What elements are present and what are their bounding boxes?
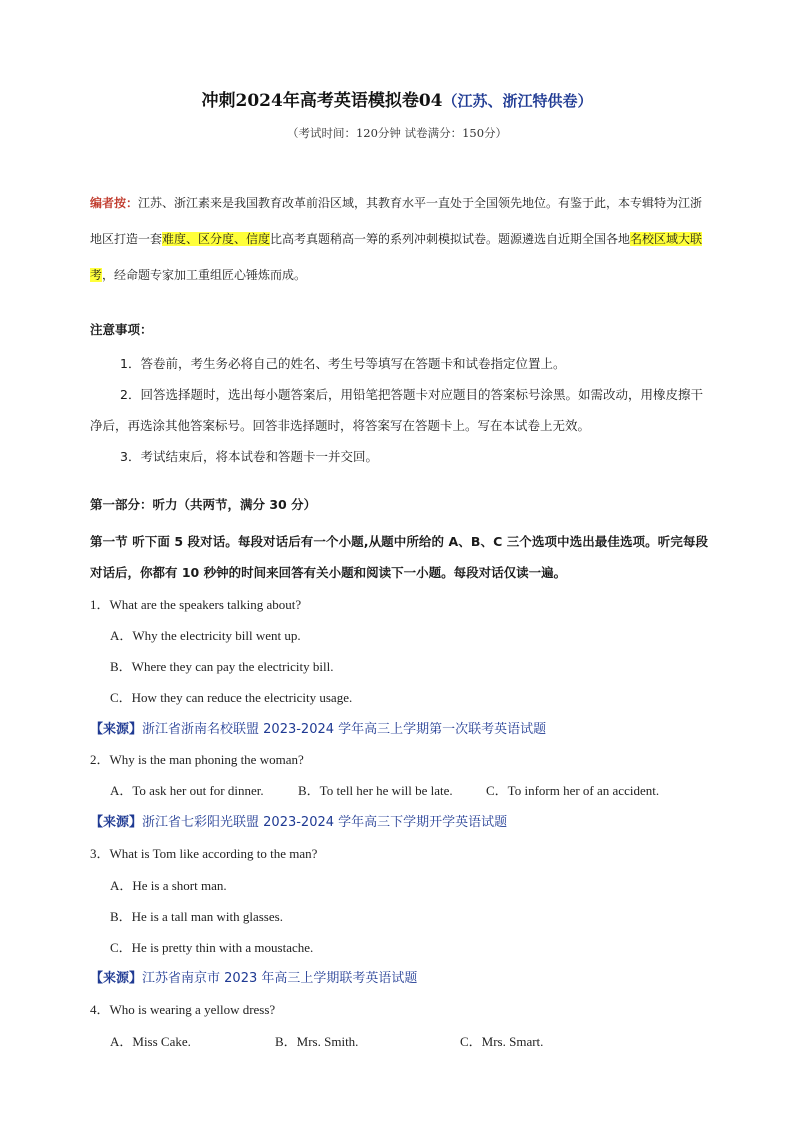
question-3-stem: 3．What is Tom like according to the man? [90,846,318,861]
question-2-option-c: C．To inform her of an accident. [486,783,660,798]
part1-heading: 第一部分：听力（共两节，满分 30 分） [90,497,317,512]
question-3-option-c: C．He is pretty thin with a moustache. [110,940,314,955]
question-3-source [90,967,417,986]
title-sub: （江苏、浙江特供卷） [442,92,593,110]
notice-title: 注意事项： [90,322,153,337]
question-1-stem: 1．What are the speakers talking about? [90,597,302,612]
source-label: 【来源】 [90,815,143,830]
editor-note-text-1: 江苏、浙江素来是我国教育改革前沿区域，其教育水平一直处于全国领先地位。有鉴于此，本专辑特为江浙地区打造一套 [90,196,703,246]
question-2-option-b: B．To tell her he will be late. [298,783,453,798]
source-label: 【来源】 [90,971,143,986]
question-3-option-a: A．He is a short man. [110,878,227,893]
question-4-stem: 4．Who is wearing a yellow dress? [90,1002,276,1017]
question-1-source [90,718,546,737]
question-2-source [90,811,507,830]
exam-title [0,86,794,111]
question-1-option-c: C．How they can reduce the electricity usage. [110,690,353,705]
exam-time-line: （考试时间：120分钟 试卷满分：150分） [286,126,508,140]
editor-note-text-3: ，经命题专家加工重组匠心锤炼而成。 [102,268,307,282]
notice-item: 2．回答选择题时，选出每小题答案后，用铅笔把答题卡对应题目的答案标号涂黑。如需改动，用橡皮擦干净后，再选涂其他答案标号。回答非选择题时，将答案写在答题卡上。写在本试卷上无效。 [90,387,703,433]
question-2-stem: 2．Why is the man phoning the woman? [90,752,304,767]
question-4-option-a: A．Miss Cake. [110,1034,191,1049]
question-4-option-c: C．Mrs. Smart. [460,1034,544,1049]
notice-item: 3．考试结束后，将本试卷和答题卡一并交回。 [120,449,378,464]
editor-note-highlight-2: 名校区域大联考 [90,232,703,282]
editor-note-highlight-1: 难度、区分度、信度 [162,232,271,246]
source-text: 江苏省南京市 2023 年高三上学期联考英语试题 [142,971,418,986]
section1-instructions: 第一节 听下面 5 段对话。每段对话后有一个小题,从题中所给的 A、B、C 三个选项中选出最佳选项。听完每段对话后，你都有 10 秒钟的时间来回答有关小题和阅读下一小题。每段对话仅读一遍。 [90,534,708,580]
editor-note-lead: 编者按： [90,196,139,210]
source-text: 浙江省浙南名校联盟 2023-2024 学年高三上学期第一次联考英语试题 [142,722,547,737]
question-1-option-a: A．Why the electricity bill went up. [110,628,301,643]
source-label: 【来源】 [90,722,143,737]
question-4-option-b: B．Mrs. Smith. [275,1034,359,1049]
notice-item: 1．答卷前，考生务必将自己的姓名、考生号等填写在答题卡和试卷指定位置上。 [120,356,566,371]
question-2-option-a: A．To ask her out for dinner. [110,783,264,798]
notice-list [90,348,708,472]
source-text: 浙江省七彩阳光联盟 2023-2024 学年高三下学期开学英语试题 [142,815,508,830]
editor-note-text-2: 比高考真题稍高一筹的系列冲刺模拟试卷。题源遴选自近期全国各地 [270,232,631,246]
question-3-option-b: B．He is a tall man with glasses. [110,909,283,924]
editor-note [90,185,712,293]
question-1-option-b: B．Where they can pay the electricity bill. [110,659,334,674]
title-main: 冲刺2024年高考英语模拟卷04 [201,91,443,111]
